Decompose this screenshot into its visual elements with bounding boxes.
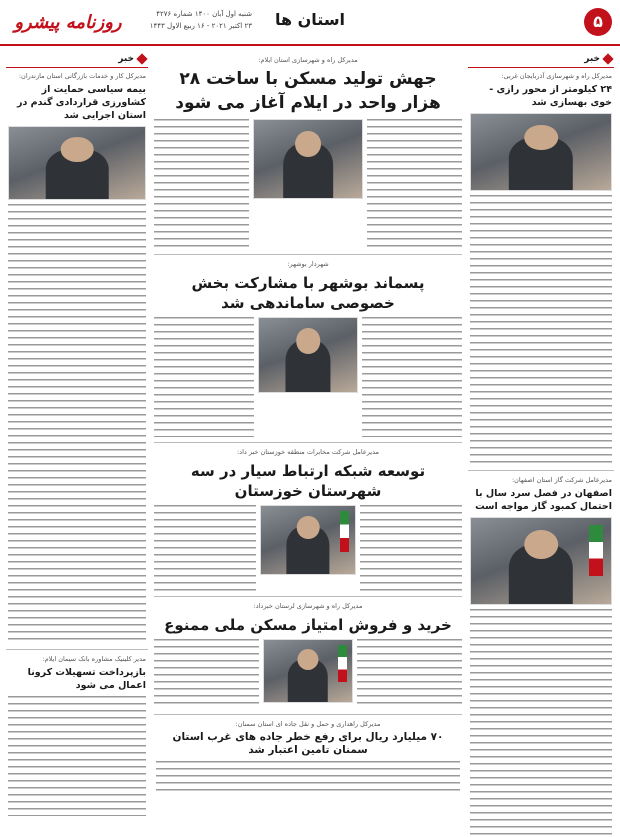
story-headline: خرید و فروش امتیاز مسکن ملی ممنوع [164,616,452,634]
story-photo [470,113,612,191]
news-bar: خبر [468,52,614,68]
newspaper-logo: روزنامه پیشرو [14,12,122,33]
divider [154,442,462,443]
body-text [154,317,254,437]
page-number: ۵ [584,8,612,36]
divider [154,714,462,715]
story-kicker: مدیرکل راه و شهرسازی لرستان خبرداد: [253,602,363,610]
divider [154,254,462,255]
head-shape [524,125,558,151]
head-shape [297,516,320,539]
story-photo [470,517,612,605]
lead-headline: جهش تولید مسکن با ساخت ۲۸ هزار واحد در ایلام آغاز می شود [175,69,441,113]
story-body [154,119,462,249]
news-bar: خبر [6,52,148,68]
body-text [8,204,146,644]
section-title: استان ها [274,10,346,29]
story-kicker: مدیر کلینیک مشاوره بانک سیمان ایلام: [42,655,146,663]
left-column [6,52,148,832]
body-text [154,505,256,591]
story-kicker: مدیرکل کار و خدمات بازرگانی استان مازندران: [18,72,146,80]
body-text [357,639,462,709]
story-body [154,317,462,437]
story-body [154,639,462,709]
divider [6,649,148,650]
story-photo [260,505,356,575]
masthead [0,0,620,46]
body-text [8,696,146,816]
story-photo [263,639,353,703]
dateline [132,8,252,32]
dateline-gregorian: ۲۳ اکتبر ۲۰۲۱ - ۱۶ ربیع الاول ۱۴۴۳ [149,22,252,30]
body-text [154,119,249,249]
story-headline: اصفهان در فصل سرد سال با احتمال کمبود گاز مواجه است [475,488,612,512]
story-photo [258,317,358,393]
center-column [154,52,462,832]
body-text [154,639,259,709]
story-kicker: مدیرعامل شرکت گاز استان اصفهان: [511,476,612,484]
story-headline: توسعه شبکه ارتباط سیار در سه شهرستان خوزستان [190,462,426,500]
body-text [470,195,612,465]
body-text [362,317,462,437]
head-shape [61,137,94,161]
head-shape [524,530,558,559]
story-headline: بازپرداخت تسهیلات کرونا اعمال می شود [27,667,146,691]
head-shape [296,328,320,353]
story-headline: پسماند بوشهر با مشارکت بخش خصوصی ساماندهی شد [191,274,425,312]
story-headline: ۷۰ میلیارد ریال برای رفع خطر جاده های غرب استان سمنان تامین اعتبار شد [172,731,444,756]
body-text [156,761,460,795]
head-shape [295,131,321,158]
story-kicker: مدیرکل راهداری و حمل و نقل جاده ای استان سمنان: [235,720,381,728]
story-kicker: مدیرکل راه و شهرسازی استان ایلام: [258,56,358,64]
story-kicker: شهردار بوشهر: [287,260,329,268]
body-text [367,119,462,249]
story-photo [8,126,146,200]
flag-shape [340,511,349,552]
head-shape [297,649,318,670]
flag-shape [338,645,347,682]
flag-shape [589,525,603,577]
body-text [470,609,612,837]
right-column [468,52,614,832]
story-photo [253,119,363,199]
story-body [154,505,462,591]
body-text [360,505,462,591]
story-kicker: مدیرکل راه و شهرسازی آذربایجان غربی: [501,72,612,80]
divider [154,596,462,597]
divider [468,470,614,471]
dateline-persian: شنبه اول آبان ۱۴۰۰ شماره ۴۲۷۶ [156,10,252,18]
story-kicker: مدیرعامل شرکت مخابرات منطقه خوزستان خبر داد: [236,448,379,456]
story-headline: بیمه سیاسی حمایت از کشاورزی قراردادی گندم در استان اجرایی شد [17,84,146,121]
story-headline: ۲۴ کیلومتر از محور رازی - خوی بهسازی شد [489,84,612,108]
